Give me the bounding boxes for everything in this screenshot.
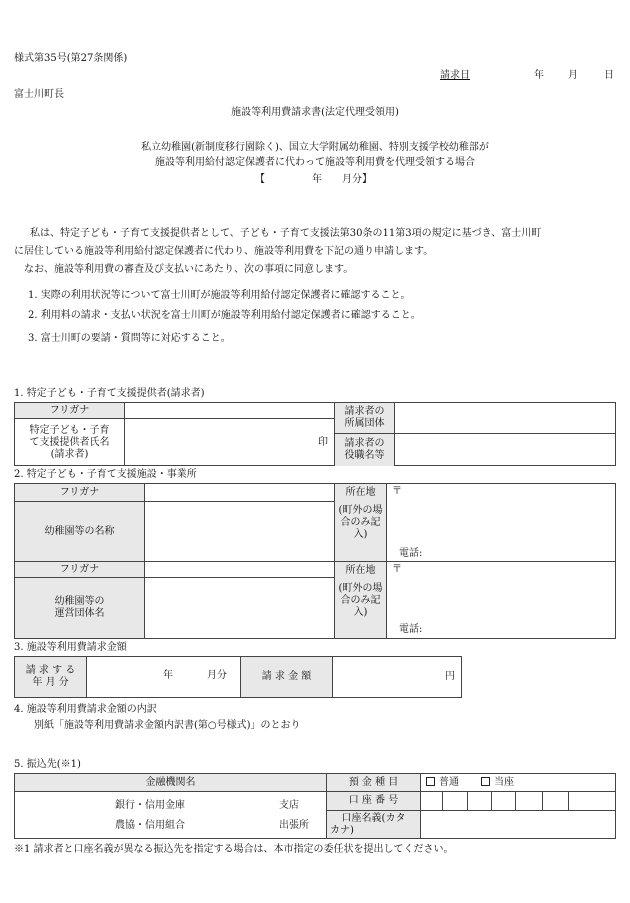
s1-role-label: 請求者の 役職名等 <box>335 434 395 466</box>
period-month: 月分】 <box>342 174 372 185</box>
s5-bank-label: 金融機関名 <box>15 774 327 792</box>
page-title: 施設等利用費請求書(法定代理受領用) <box>231 107 399 118</box>
s5-account-digit-4[interactable] <box>492 792 516 811</box>
section-5-table <box>14 773 616 839</box>
section-3-heading: 3. 施設等利用費請求金額 <box>14 642 127 653</box>
s5-holder-input[interactable] <box>421 811 615 838</box>
section-1-table <box>14 402 616 466</box>
body-paragraph-2: なお、施設等利用費の審査及び支払いにあたり、次の事項に同意します。 <box>24 264 354 275</box>
s3-amount-input[interactable] <box>333 657 461 697</box>
s3-month-label: 請 求 す る 年 月 分 <box>15 657 87 697</box>
s2-facility-name-label: 幼稚園等の名称 <box>15 502 145 562</box>
s2-location-input-1[interactable] <box>387 484 615 562</box>
period-open: 【 <box>255 174 265 185</box>
postal-mark-2: 〒 <box>392 564 402 575</box>
s1-furigana-input[interactable] <box>125 403 335 419</box>
s5-bank-input[interactable]: 銀行・信用金庫 支店 農協・信用組合 出張所 <box>15 792 327 838</box>
s5-account-label: 口 座 番 号 <box>327 792 421 811</box>
s2-operator-input[interactable] <box>145 578 335 638</box>
s5-account-digit-6[interactable] <box>543 792 569 811</box>
checkbox-toza[interactable]: 当座 <box>481 777 514 789</box>
s1-affiliation-label: 請求者の 所属団体 <box>335 403 395 434</box>
s2-location-label-2: 所在地 (町外の場 合のみ記 入) <box>335 562 387 638</box>
body-paragraph-1b: に居住している施設等利用給付認定保護者に代わり、施設等利用費を下記の通り申請します。 <box>14 246 434 257</box>
s1-name-input[interactable] <box>125 419 335 466</box>
s1-name-label: 特定子ども・子育 て支援提供者氏名 (請求者) <box>15 419 125 466</box>
s2-furigana-input-2[interactable] <box>145 562 335 578</box>
agreement-item-2: 2. 利用料の請求・支払い状況を富士川町が施設等利用給付認定保護者に確認すること。 <box>28 310 421 321</box>
s3-amount-label: 請 求 金 額 <box>241 657 333 697</box>
subtitle-line-2: 施設等利用給付認定保護者に代わって施設等利用費を代理受領する場合 <box>155 157 475 168</box>
s5-account-digit-5[interactable] <box>516 792 543 811</box>
footnote: ※1 請求者と口座名義が異なる振込先を指定する場合は、本市指定の委任状を提出してください。 <box>14 844 454 855</box>
agreement-item-3: 3. 富士川町の要請・質問等に対応すること。 <box>28 333 231 344</box>
yen-unit: 円 <box>445 671 455 682</box>
s1-affiliation-input[interactable] <box>395 403 615 434</box>
tel-label-1: 電話: <box>399 548 423 559</box>
postal-mark-1: 〒 <box>392 486 402 497</box>
addressee: 富士川町長 <box>14 89 64 100</box>
s5-type-options <box>421 774 615 792</box>
agreement-item-1: 1. 実際の利用状況等について富士川町が施設等利用給付認定保護者に確認すること。 <box>28 290 411 301</box>
section-1-heading: 1. 特定子ども・子育て支援提供者(請求者) <box>14 388 205 399</box>
s2-furigana-input-1[interactable] <box>145 484 335 502</box>
s1-role-input[interactable] <box>395 434 615 466</box>
subtitle-line-1: 私立幼稚園(新制度移行園除く)、国立大学附属幼稚園、特別支援学校幼稚部が <box>141 142 489 153</box>
request-date: 請求日 年 月 日 <box>440 70 614 81</box>
section-2-table <box>14 483 616 639</box>
section-4-text: 別紙「施設等利用費請求金額内訳書(第○号様式)」のとおり <box>34 720 301 731</box>
form-number: 様式第35号(第27条関係) <box>14 53 128 64</box>
s2-location-label-1: 所在地 (町外の場 合のみ記 入) <box>335 484 387 562</box>
tel-label-2: 電話: <box>399 624 423 635</box>
s1-furigana-label: フリガナ <box>15 403 125 419</box>
seal-mark: 印 <box>318 436 328 448</box>
s2-furigana-label-2: フリガナ <box>15 562 145 578</box>
s5-type-label: 預 金 種 目 <box>327 774 421 792</box>
s2-facility-name-input[interactable] <box>145 502 335 562</box>
s2-location-input-2[interactable] <box>387 562 615 638</box>
s2-furigana-label-1: フリガナ <box>15 484 145 502</box>
section-3-table <box>14 656 462 698</box>
s5-account-digit-3[interactable] <box>468 792 492 811</box>
body-paragraph-1a: 私は、特定子ども・子育て支援提供者として、子ども・子育て支援法第30条の11第3項の規定に基づき、富士川町 <box>30 228 542 239</box>
section-2-heading: 2. 特定子ども・子育て支援施設・事業所 <box>14 469 197 480</box>
section-4-heading: 4. 施設等利用費請求金額の内訳 <box>14 704 157 715</box>
s5-account-digit-2[interactable] <box>443 792 468 811</box>
s5-holder-label: 口座名義(カタ カナ) <box>327 811 421 838</box>
section-5-heading: 5. 振込先(※1) <box>14 759 81 770</box>
s5-account-digit-7[interactable] <box>569 792 615 811</box>
checkbox-futsu[interactable]: 普通 <box>426 777 459 789</box>
s3-month-input[interactable]: 年 月分 <box>87 657 241 697</box>
s2-operator-label: 幼稚園等の 運営団体名 <box>15 578 145 638</box>
period-year: 年 <box>312 174 322 185</box>
s5-account-digit-1[interactable] <box>421 792 443 811</box>
